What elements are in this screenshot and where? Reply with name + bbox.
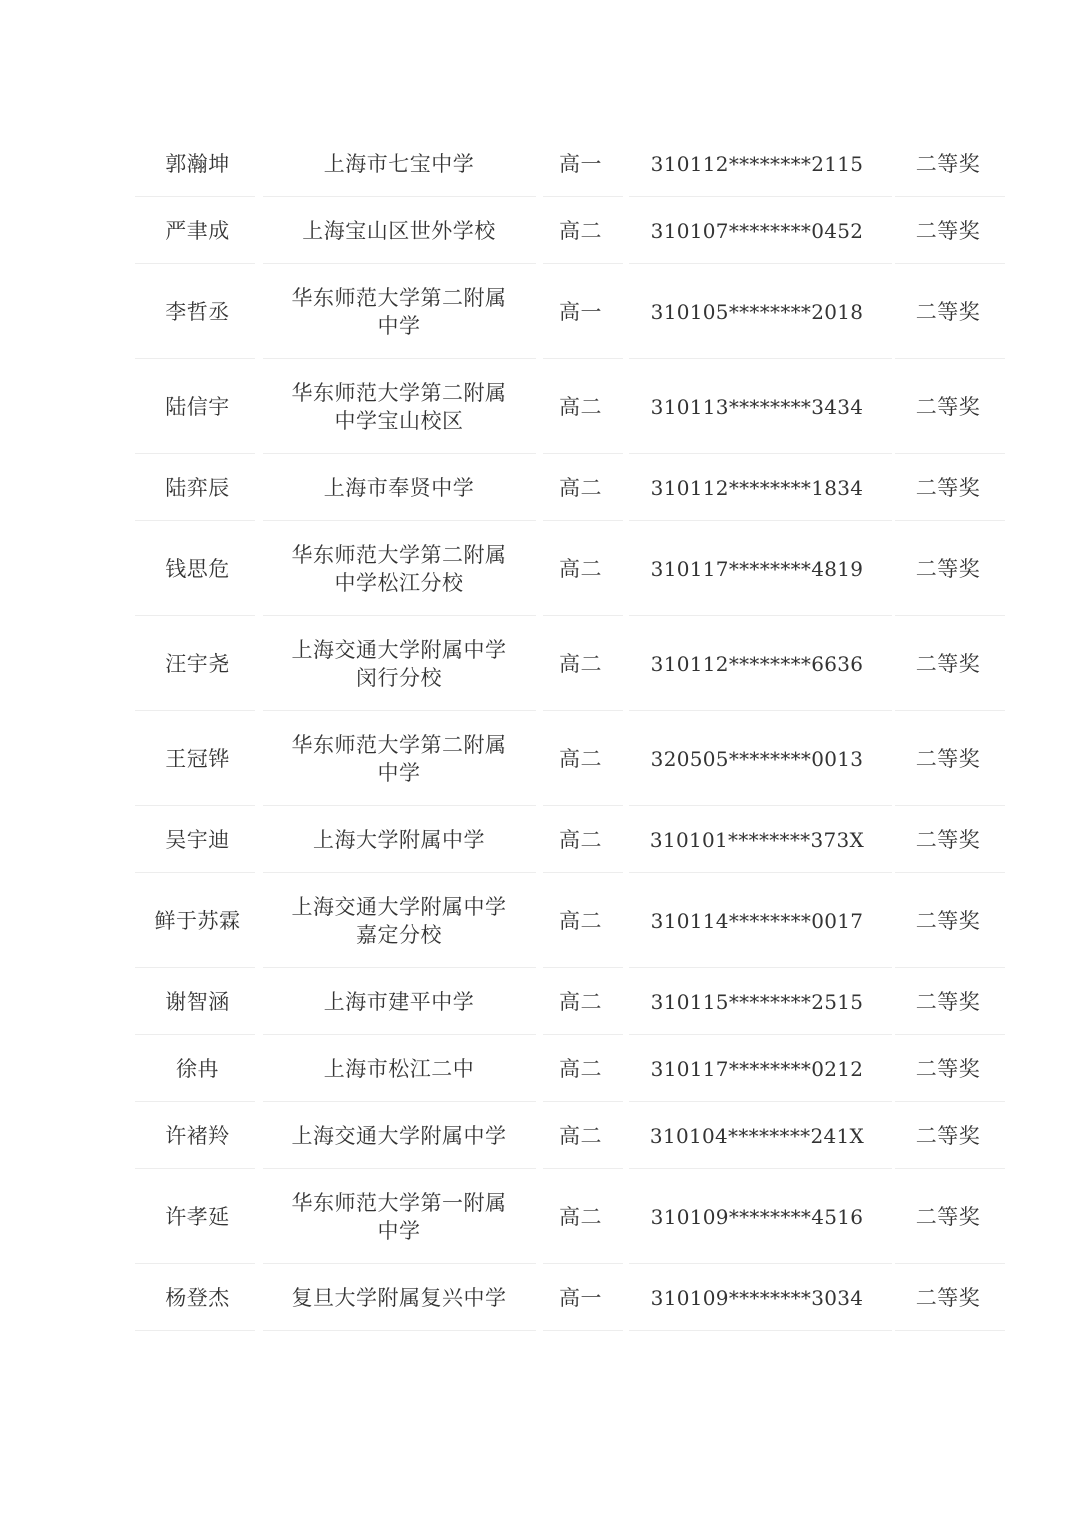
school-name <box>260 474 538 502</box>
school-name <box>260 636 538 692</box>
school-name-line: 中学 <box>377 760 421 785</box>
school-name <box>260 826 538 854</box>
table-row <box>135 873 1005 968</box>
grade: 高二 <box>559 475 602 500</box>
student-name: 杨登杰 <box>165 1285 230 1310</box>
grade: 高一 <box>559 151 602 176</box>
school-name-line: 华东师范大学第二附属 <box>291 285 507 310</box>
student-name: 吴宇迪 <box>165 827 230 852</box>
school-name-line: 华东师范大学第二附属 <box>291 380 507 405</box>
student-name: 鲜于苏霖 <box>154 908 241 933</box>
school-name-line: 上海宝山区世外学校 <box>302 218 496 243</box>
student-name: 严聿成 <box>165 218 230 243</box>
school-name <box>260 541 538 597</box>
student-name: 许褚羚 <box>165 1123 230 1148</box>
school-name-line: 上海交通大学附属中学 <box>291 894 507 919</box>
id-number: 310112********1834 <box>650 475 864 500</box>
award-level: 二等奖 <box>915 556 981 581</box>
school-name-line: 华东师范大学第一附属 <box>291 1190 507 1215</box>
id-number: 310112********6636 <box>650 651 864 676</box>
student-name: 陆弈辰 <box>165 475 230 500</box>
table-row <box>135 1264 1005 1331</box>
school-name <box>260 284 538 340</box>
id-number: 310115********2515 <box>650 989 864 1014</box>
school-name-line: 中学 <box>377 1218 421 1243</box>
school-name <box>260 893 538 949</box>
award-level: 二等奖 <box>915 651 981 676</box>
student-name: 钱思危 <box>165 556 230 581</box>
table-row <box>135 454 1005 521</box>
school-name <box>260 1189 538 1245</box>
school-name-line: 上海市七宝中学 <box>323 151 475 176</box>
id-number: 310113********3434 <box>650 394 864 419</box>
table-row <box>135 968 1005 1035</box>
award-level: 二等奖 <box>915 218 981 243</box>
award-level: 二等奖 <box>915 908 981 933</box>
student-name: 王冠铧 <box>165 746 230 771</box>
student-name: 汪宇尧 <box>165 651 230 676</box>
school-name-line: 上海交通大学附属中学 <box>291 1123 507 1148</box>
student-name: 郭瀚坤 <box>165 151 230 176</box>
school-name-line: 中学松江分校 <box>334 570 464 595</box>
id-number: 310109********3034 <box>650 1285 864 1310</box>
school-name <box>260 1055 538 1083</box>
award-level: 二等奖 <box>915 151 981 176</box>
id-number: 310112********2115 <box>650 151 864 176</box>
award-level: 二等奖 <box>915 1123 981 1148</box>
award-level: 二等奖 <box>915 989 981 1014</box>
table-row <box>135 130 1005 197</box>
grade: 高二 <box>559 908 602 933</box>
school-name <box>260 988 538 1016</box>
school-name <box>260 731 538 787</box>
student-name: 李哲丞 <box>165 299 230 324</box>
school-name-line: 上海市松江二中 <box>323 1056 475 1081</box>
school-name <box>260 150 538 178</box>
table-row <box>135 521 1005 616</box>
table-row <box>135 197 1005 264</box>
grade: 高二 <box>559 1123 602 1148</box>
grade: 高二 <box>559 1204 602 1229</box>
id-number: 320505********0013 <box>650 746 864 771</box>
school-name-line: 上海市奉贤中学 <box>323 475 475 500</box>
table-row <box>135 1035 1005 1102</box>
id-number: 310117********0212 <box>650 1056 864 1081</box>
grade: 高二 <box>559 556 602 581</box>
award-table <box>135 130 1005 1331</box>
table-row <box>135 806 1005 873</box>
school-name-line: 上海交通大学附属中学 <box>291 637 507 662</box>
table-row <box>135 359 1005 454</box>
school-name-line: 闵行分校 <box>356 665 442 690</box>
student-name: 徐冉 <box>176 1056 219 1081</box>
id-number: 310101********373X <box>649 827 865 852</box>
award-level: 二等奖 <box>915 475 981 500</box>
id-number: 310114********0017 <box>650 908 864 933</box>
school-name-line: 上海大学附属中学 <box>313 827 485 852</box>
student-name: 许孝延 <box>165 1204 230 1229</box>
school-name-line: 中学 <box>377 313 421 338</box>
school-name <box>260 379 538 435</box>
id-number: 310107********0452 <box>650 218 864 243</box>
grade: 高一 <box>559 299 602 324</box>
grade: 高二 <box>559 1056 602 1081</box>
table-row <box>135 1169 1005 1264</box>
school-name <box>260 1122 538 1150</box>
student-name: 谢智涵 <box>165 989 230 1014</box>
award-level: 二等奖 <box>915 1204 981 1229</box>
grade: 高二 <box>559 651 602 676</box>
school-name-line: 复旦大学附属复兴中学 <box>291 1285 507 1310</box>
table-row <box>135 616 1005 711</box>
table-row <box>135 264 1005 359</box>
id-number: 310104********241X <box>649 1123 865 1148</box>
id-number: 310117********4819 <box>650 556 864 581</box>
table-row <box>135 711 1005 806</box>
school-name-line: 中学宝山校区 <box>334 408 464 433</box>
school-name-line: 嘉定分校 <box>356 922 442 947</box>
grade: 高二 <box>559 746 602 771</box>
award-level: 二等奖 <box>915 1056 981 1081</box>
student-name: 陆信宇 <box>165 394 230 419</box>
grade: 高一 <box>559 1285 602 1310</box>
grade: 高二 <box>559 989 602 1014</box>
school-name-line: 华东师范大学第二附属 <box>291 542 507 567</box>
award-level: 二等奖 <box>915 394 981 419</box>
grade: 高二 <box>559 394 602 419</box>
school-name <box>260 1284 538 1312</box>
grade: 高二 <box>559 218 602 243</box>
grade: 高二 <box>559 827 602 852</box>
award-level: 二等奖 <box>915 1285 981 1310</box>
school-name-line: 华东师范大学第二附属 <box>291 732 507 757</box>
id-number: 310105********2018 <box>650 299 864 324</box>
school-name <box>260 217 538 245</box>
school-name-line: 上海市建平中学 <box>323 989 475 1014</box>
id-number: 310109********4516 <box>650 1204 864 1229</box>
award-level: 二等奖 <box>915 746 981 771</box>
award-level: 二等奖 <box>915 299 981 324</box>
table-row <box>135 1102 1005 1169</box>
award-level: 二等奖 <box>915 827 981 852</box>
